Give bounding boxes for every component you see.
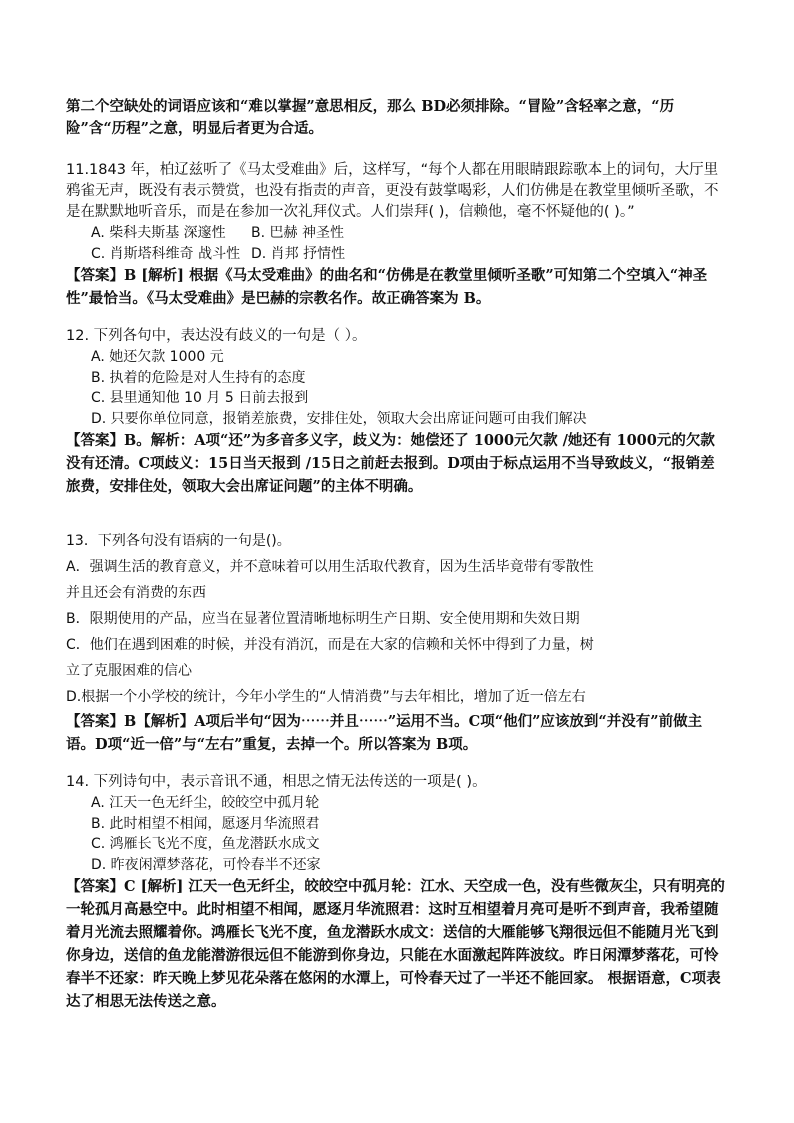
q11-answer: 【答案】B [解析] 根据《马太受难曲》的曲名和“仿佛是在教堂里倾听圣歌”可知第二个空填入“神圣性”最恰当。《马太受难曲》是巴赫的宗教名作。故正确答案为 B。 (66, 267, 708, 307)
q11-options-row-1 (66, 223, 726, 244)
q14-option-b: B. 此时相望不相闻，愿逐月华流照君 (91, 815, 320, 832)
q14-option-c: C. 鸿雁长飞光不度，鱼龙潜跃水成文 (91, 836, 320, 852)
question-13 (66, 528, 726, 756)
q13-option-a: A．强调生活的教育意义，并不意味着可以用生活取代教育，因为生活毕竟带有零散性 (66, 559, 594, 575)
q11-options-row-2 (66, 244, 726, 265)
document-page (66, 96, 726, 1013)
q12-answer: 【答案】B。解析：A项“还”为多音多义字，歧义为：她偿还了 1000元欠款 /她还有 1000元的欠款没有还清。C项歧义：15日当天报到 /15日之前赶去报到。D项由于标点运用不当导致歧义，“报销差旅费，安排住处，领取大会出席证问题”的主体不明确。 (66, 432, 715, 495)
question-11 (66, 160, 726, 310)
q10-answer-continuation: 第二个空缺处的词语应该和“难以掌握”意思相反，那么 BD必须排除。“冒险”含轻率之意，“历险”含“历程”之意，明显后者更为合适。 (66, 98, 675, 137)
question-14 (66, 772, 726, 1013)
q13-option-a-continued: 并且还会有消费的东西 (66, 585, 206, 601)
question-12 (66, 326, 726, 498)
q11-option-c: C. 肖斯塔科维奇 战斗性 (91, 245, 241, 262)
q12-option-a: A. 她还欠款 1000 元 (91, 349, 224, 365)
q11-stem: 11.1843 年，柏辽兹听了《马太受难曲》后，这样写，“每个人都在用眼睛跟踪歌本上的词句，大厅里鸦雀无声，既没有表示赞赏，也没有指责的声音，更没有鼓掌喝彩，人们仿佛是在教堂里倾听圣歌，不是在默默地听音乐，而是在参加一次礼拜仪式。人们崇拜( )，信赖他，毫不怀疑他的( )。” (66, 162, 719, 220)
q12-stem: 12. 下列各句中，表达没有歧义的一句是（ ）。 (66, 328, 367, 344)
q12-option-d: D. 只要你单位同意，报销差旅费，安排住处，领取大会出席证问题可由我们解决 (91, 410, 587, 427)
q14-stem: 14. 下列诗句中，表示音讯不通，相思之情无法传送的一项是( )。 (66, 774, 487, 790)
q13-stem: 13．下列各句没有语病的一句是()。 (66, 533, 291, 549)
q12-option-b: B. 执着的危险是对人生持有的态度 (91, 369, 306, 386)
q14-option-a: A. 江天一色无纤尘，皎皎空中孤月轮 (91, 795, 320, 811)
q12-option-c: C. 县里通知他 10 月 5 日前去报到 (91, 390, 309, 406)
q13-answer: 【答案】B【解析】A项后半句“因为⋯⋯并且⋯⋯”运用不当。C项“他们”应该放到“并没有”前做主语。D项“近一倍”与“左右”重复，去掉一个。所以答案为 B项。 (66, 713, 703, 753)
q11-option-b: B. 巴赫 神圣性 (251, 225, 344, 241)
q11-option-a: A. 柴科夫斯基 深邃性 (91, 225, 226, 241)
q11-option-d: D. 肖邦 抒情性 (251, 245, 346, 262)
q13-option-c-continued: 立了克服困难的信心 (66, 663, 192, 679)
q13-option-d: D.根据一个小学校的统计，今年小学生的“人情消费”与去年相比，增加了近一倍左右 (66, 689, 586, 705)
q14-answer: 【答案】C [解析] 江天一色无纤尘，皎皎空中孤月轮：江水、天空成一色，没有些微灰尘，只有明亮的一轮孤月高悬空中。此时相望不相闻，愿逐月华流照君：这时互相望着月亮可是听不到声音，我希望随着月光流去照耀着你。鸿雁长飞光不度，鱼龙潜跃水成文：送信的大雁能够飞翔很远但不能随月光飞到你身边，送信的鱼龙能潜游很远但不能游到你身边，只能在水面激起阵阵波纹。昨日闲潭梦落花，可怜春半不还家：昨天晚上梦见花朵落在悠闲的水潭上，可怜春天过了一半还不能回家。 根据语意，C项表达了相思无法传送之意。 (66, 878, 725, 1010)
q14-option-d: D. 昨夜闲潭梦落花，可怜春半不还家 (91, 856, 321, 873)
q13-option-b: B．限期使用的产品，应当在显著位置清晰地标明生产日期、安全使用期和失效日期 (66, 611, 580, 627)
q13-option-c: C．他们在遇到困难的时候，并没有消沉，而是在大家的信赖和关怀中得到了力量，树 (66, 637, 594, 653)
